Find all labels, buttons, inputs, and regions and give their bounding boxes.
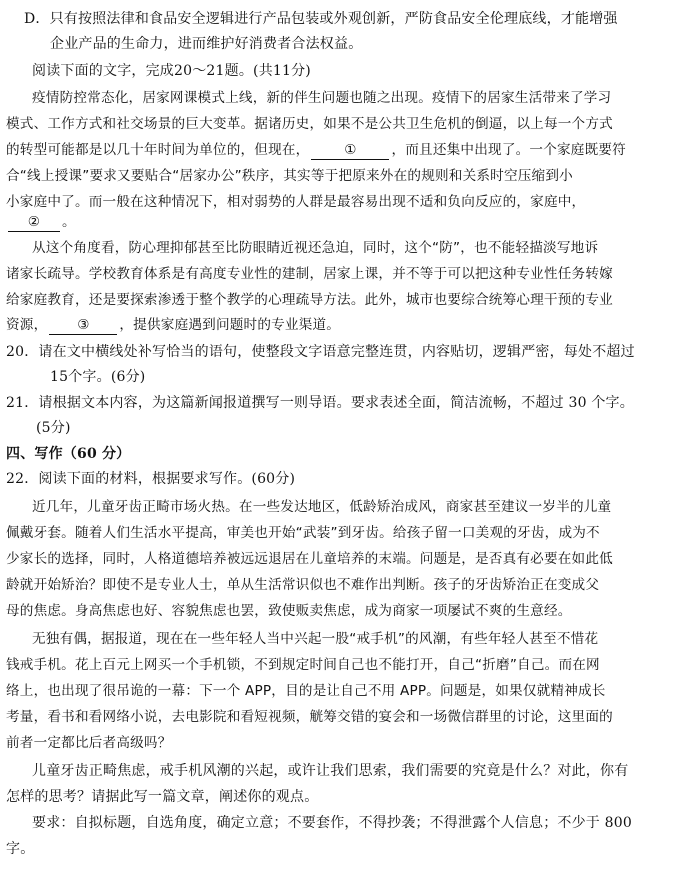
text-line-15 — [0, 366, 692, 388]
text-segment: (5分) — [36, 420, 71, 436]
text-line-12 — [0, 289, 692, 311]
text-segment: 21．请根据文本内容，为这篇新闻报道撰写一则导语。要求表述全面，简洁流畅，不超过 30 个字。 — [6, 395, 634, 411]
answer-blank: ① — [311, 141, 389, 160]
text-segment: 四、写作（60 分） — [6, 446, 131, 462]
text-segment: 怎样的思考？请据此写一篇文章，阐述你的观点。 — [6, 789, 319, 805]
text-segment: 诸家长疏导。学校教育体系是有高度专业性的建制，居家上课，并不等于可以把这种专业性任务转嫁 — [6, 266, 613, 282]
text-line-6 — [0, 139, 692, 161]
text-segment: 小家庭中了。而一般在这种情况下，相对弱势的人群是最容易出现不适和负向反应的，家庭中， — [6, 194, 586, 210]
text-line-11 — [0, 263, 692, 285]
text-segment: 给家庭教育，还是要探索渗透于整个教学的心理疏导方法。此外，城市也要综合统筹心理干预的专业 — [6, 292, 613, 308]
text-line-4 — [0, 87, 692, 109]
text-segment: 模式、工作方式和社交场景的巨大变革。据诸历史，如果不是公共卫生危机的倒逼，以上每一个方式 — [6, 116, 613, 132]
text-segment: 要求：自拟标题，自选角度，确定立意；不要套作，不得抄袭；不得泄露个人信息；不少于 800 — [32, 815, 632, 831]
text-segment: 。 — [62, 214, 76, 230]
text-segment: 资源， — [6, 317, 48, 333]
text-line-33 — [0, 838, 692, 860]
text-line-16 — [0, 392, 692, 414]
text-line-28 — [0, 706, 692, 728]
text-segment: 佩戴牙套。随着人们生活水平提高，审美也开始“武装”到牙齿。给孩子留一口美观的牙齿，成为不 — [6, 525, 600, 541]
text-segment: 从这个角度看，防心理抑郁甚至比防眼睛近视还急迫，同时，这个“防”，也不能轻描淡写地诉 — [32, 240, 599, 256]
text-segment: 考量，看书和看网络小说，去电影院和看短视频，觥筹交错的宴会和一场微信群里的讨论，这里面的 — [6, 709, 613, 725]
text-segment: 阅读下面的文字，完成20～21题。(共11分) — [32, 63, 311, 79]
text-line-8 — [0, 191, 692, 213]
text-line-23 — [0, 574, 692, 596]
text-segment: 母的焦虑。身高焦虑也好、容貌焦虑也罢，致使贩卖焦虑，成为商家一项屡试不爽的生意经。 — [6, 603, 572, 619]
text-line-20 — [0, 496, 692, 518]
text-segment: 的转型可能都是以几十年时间为单位的，但现在， — [6, 142, 310, 158]
text-segment: 企业产品的生命力，进而维护好消费者合法权益。 — [50, 36, 363, 52]
text-segment: 儿童牙齿正畸焦虑，戒手机风潮的兴起，或许让我们思索，我们需要的究竟是什么？对此，你有 — [32, 763, 629, 779]
text-line-14 — [0, 341, 692, 363]
text-line-7 — [0, 165, 692, 187]
text-line-13 — [0, 314, 692, 336]
answer-blank: ② — [8, 213, 60, 232]
text-segment: 钱戒手机。花上百元上网买一个手机锁，不到规定时间自己也不能打开，自己“折磨”自己。而在网 — [6, 657, 600, 673]
text-segment: 15个字。(6分) — [50, 369, 146, 385]
text-line-25 — [0, 628, 692, 650]
text-line-9 — [0, 211, 692, 233]
text-segment: 20．请在文中横线处补写恰当的语句，使整段文字语意完整连贯，内容贴切，逻辑严密，每处不超过 — [6, 344, 635, 360]
text-line-22 — [0, 548, 692, 570]
text-line-31 — [0, 786, 692, 808]
text-line-19 — [0, 468, 692, 490]
text-line-17 — [0, 417, 692, 439]
text-line-30 — [0, 760, 692, 782]
text-line-27 — [0, 680, 692, 702]
text-line-24 — [0, 600, 692, 622]
text-line-10 — [0, 237, 692, 259]
text-segment: ，而且还集中出现了。一个家庭既要符 — [391, 142, 626, 158]
text-segment: 合“线上授课”要求又要贴合“居家办公”秩序，其实等于把原来外在的规则和关系时空压缩到小 — [6, 168, 573, 184]
text-line-26 — [0, 654, 692, 676]
text-line-29 — [0, 732, 692, 754]
text-segment: 龄就开始矫治？即使不是专业人士，单从生活常识似也不难作出判断。孩子的牙齿矫治正在变成父 — [6, 577, 600, 593]
text-line-1 — [0, 8, 692, 30]
text-segment: 疫情防控常态化，居家网课模式上线，新的伴生问题也随之出现。疫情下的居家生活带来了学习 — [32, 90, 612, 106]
text-line-2 — [0, 33, 692, 55]
text-line-5 — [0, 113, 692, 135]
text-segment: 络上，也出现了很吊诡的一幕：下一个 APP，目的是让自己不用 APP。问题是，如果仅就精神成长 — [6, 683, 606, 699]
text-segment: 前者一定都比后者高级吗？ — [6, 735, 172, 751]
text-line-32 — [0, 812, 692, 834]
answer-blank: ③ — [49, 316, 117, 335]
text-line-18 — [0, 443, 692, 465]
text-segment: 22．阅读下面的材料，根据要求写作。(60分) — [6, 471, 296, 487]
text-line-21 — [0, 522, 692, 544]
text-segment: 字。 — [6, 841, 35, 857]
text-segment: 近几年，儿童牙齿正畸市场火热。在一些发达地区，低龄矫治成风，商家甚至建议一岁半的儿童 — [32, 499, 612, 515]
text-segment: 无独有偶，据报道，现在在一些年轻人当中兴起一股“戒手机”的风潮，有些年轻人甚至不惜花 — [32, 631, 599, 647]
text-line-3 — [0, 60, 692, 82]
text-segment: ，提供家庭遇到问题时的专业渠道。 — [119, 317, 341, 333]
text-segment: 少家长的选择，同时，人格道德培养被远远退居在儿童培养的末端。问题是，是否真有必要在如此低 — [6, 551, 613, 567]
text-segment: D．只有按照法律和食品安全逻辑进行产品包装或外观创新，严防食品安全伦理底线，才能增强 — [24, 11, 618, 27]
